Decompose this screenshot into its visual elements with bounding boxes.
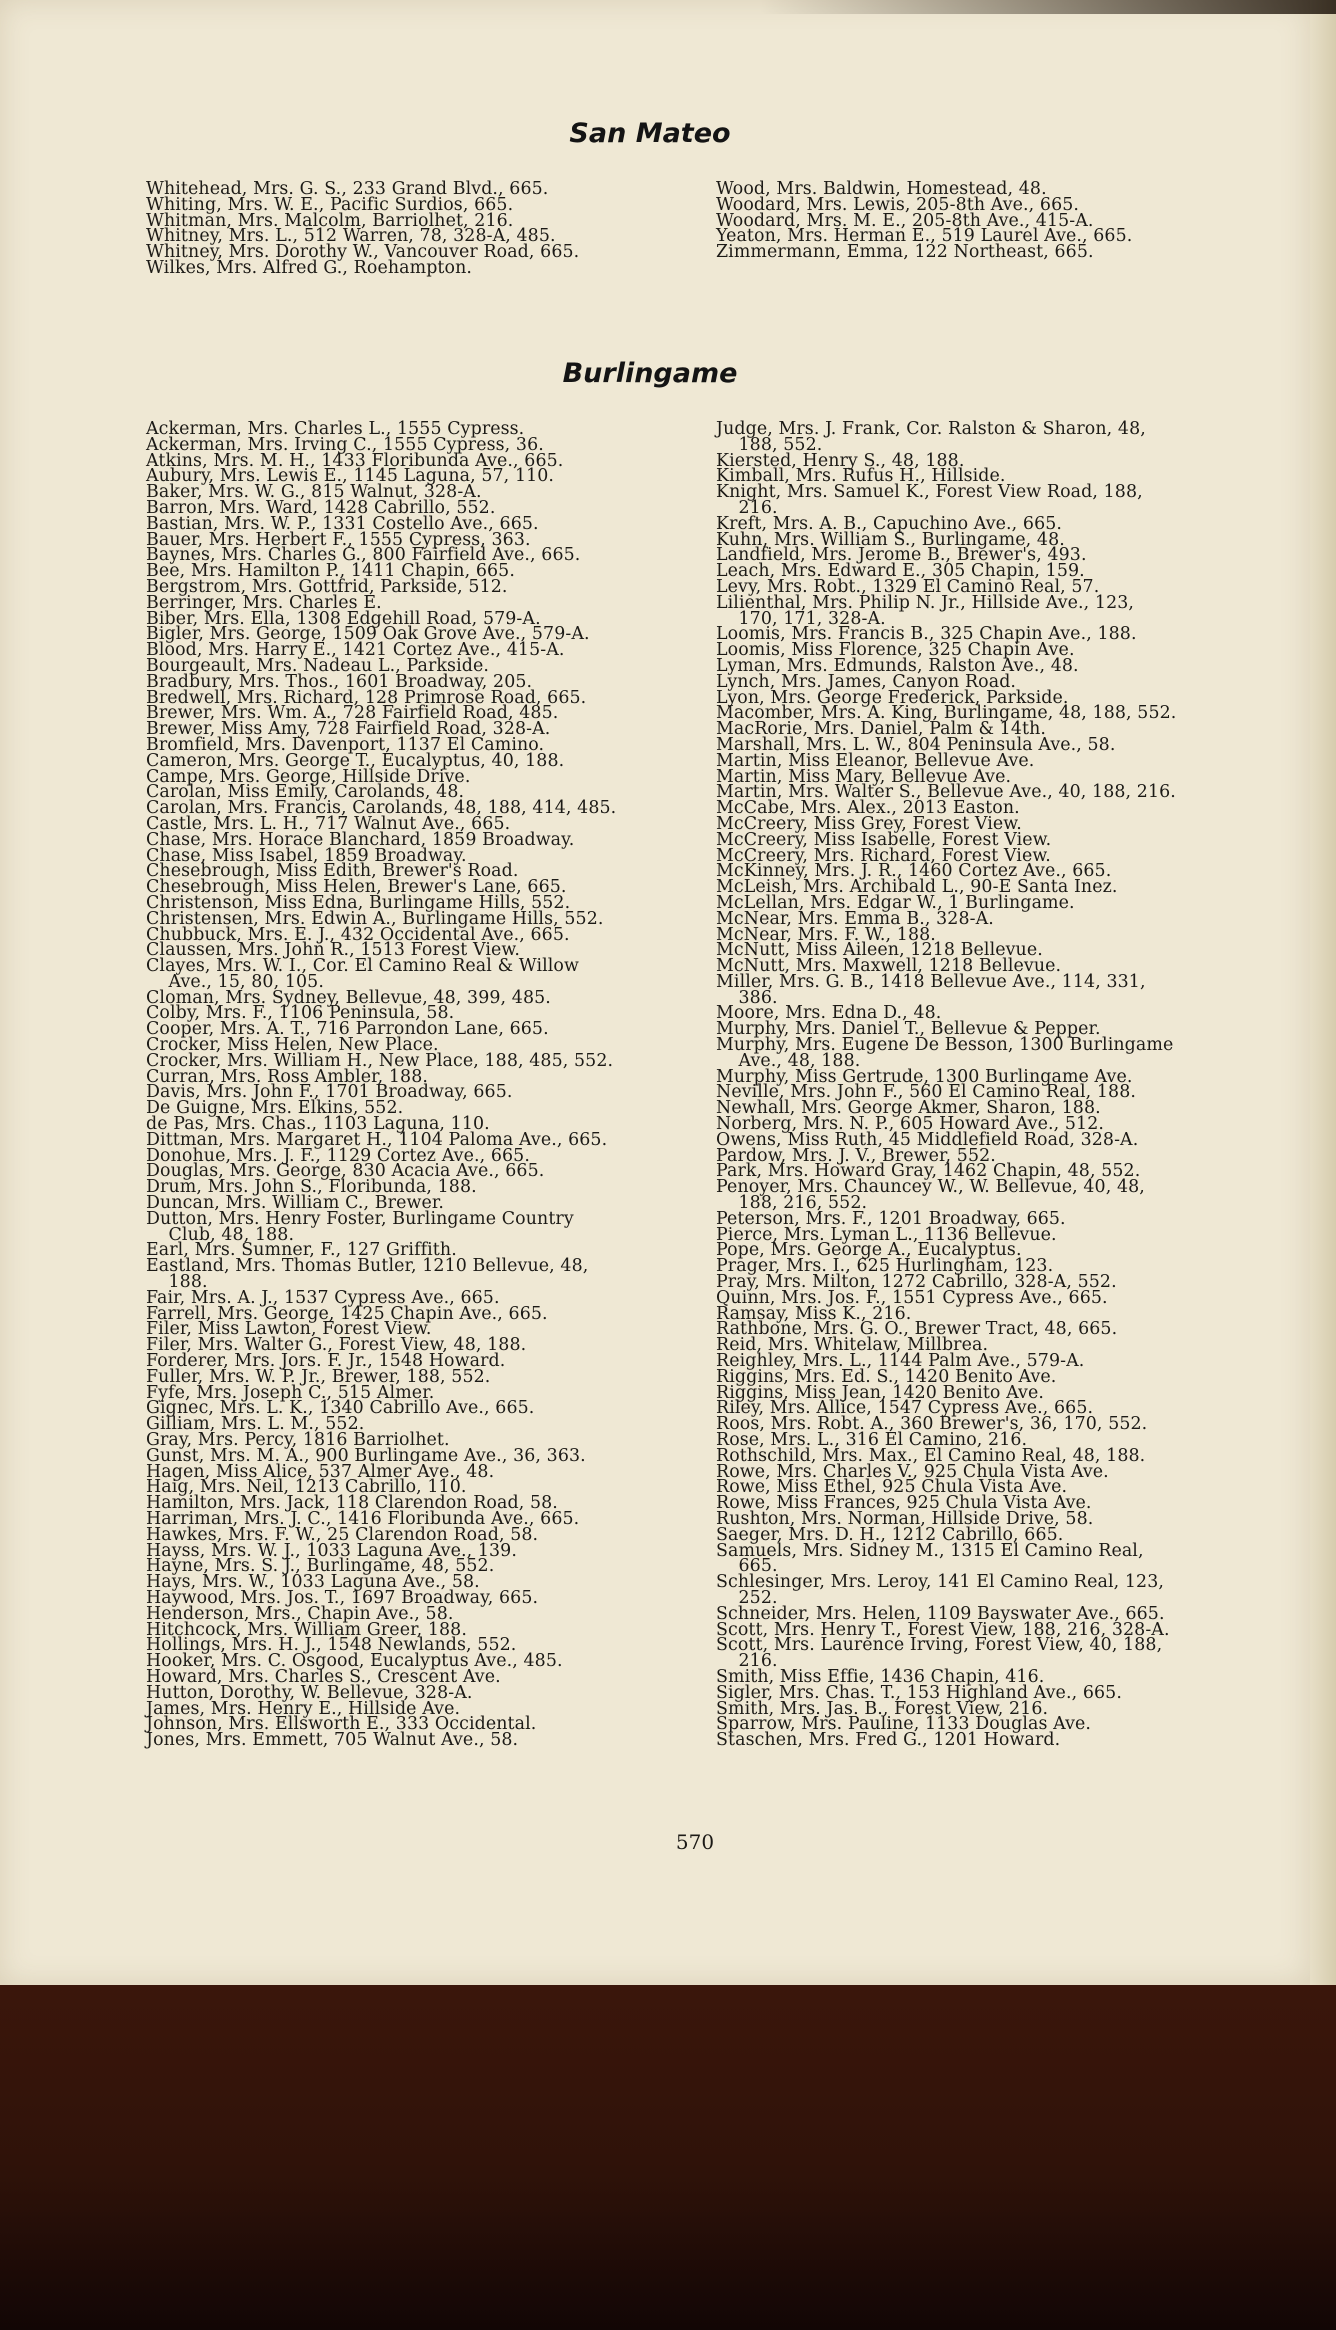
directory-entry: Rowe, Miss Frances, 925 Chula Vista Ave. xyxy=(716,1493,1092,1514)
directory-entry: Bourgeault, Mrs. Nadeau L., Parkside. xyxy=(146,655,489,676)
directory-entry: Christenson, Miss Edna, Burlingame Hills, 552. xyxy=(146,892,571,913)
directory-entry: Gunst, Mrs. M. A., 900 Burlingame Ave., 36, 363. xyxy=(146,1445,586,1466)
burlingame-right-column xyxy=(716,419,1177,1751)
directory-entry: Bradbury, Mrs. Thos., 1601 Broadway, 205. xyxy=(146,671,533,692)
directory-entry: 188, 216, 552. xyxy=(716,1193,868,1214)
directory-entry: Park, Mrs. Howard Gray, 1462 Chapin, 48, 552. xyxy=(716,1161,1141,1182)
directory-entry: Kuhn, Mrs. William S., Burlingame, 48. xyxy=(716,529,1065,550)
directory-entry: Leach, Mrs. Edward E., 305 Chapin, 159. xyxy=(716,561,1085,582)
directory-entry: Chesebrough, Miss Edith, Brewer's Road. xyxy=(146,861,519,882)
directory-entry: Quinn, Mrs. Jos. F., 1551 Cypress Ave., 665. xyxy=(716,1287,1108,1308)
directory-entry: Whitman, Mrs. Malcolm, Barriolhet, 216. xyxy=(146,210,514,231)
directory-entry: Saeger, Mrs. D. H., 1212 Cabrillo, 665. xyxy=(716,1524,1064,1545)
directory-entry: Ave., 15, 80, 105. xyxy=(146,971,324,992)
directory-entry: Ramsay, Miss K., 216. xyxy=(716,1303,912,1324)
page-number: 570 xyxy=(675,1830,715,1854)
directory-entry: Bastian, Mrs. W. P., 1331 Costello Ave., 665. xyxy=(146,513,539,534)
directory-entry: Ave., 48, 188. xyxy=(716,1050,861,1071)
directory-entry: Hitchcock, Mrs. William Greer, 188. xyxy=(146,1619,467,1640)
directory-entry: Henderson, Mrs., Chapin Ave., 58. xyxy=(146,1603,454,1624)
directory-entry: Owens, Miss Ruth, 45 Middlefield Road, 328-A. xyxy=(716,1129,1139,1150)
directory-entry: McCreery, Miss Isabelle, Forest View. xyxy=(716,829,1052,850)
directory-entry: Whitehead, Mrs. G. S., 233 Grand Blvd., 665. xyxy=(146,179,549,199)
directory-entry: Prager, Mrs. I., 625 Hurlingham, 123. xyxy=(716,1256,1054,1277)
directory-entry: McLellan, Mrs. Edgar W., 1 Burlingame. xyxy=(716,892,1075,913)
directory-entry: Hays, Mrs. W., 1033 Laguna Ave., 58. xyxy=(146,1572,480,1593)
directory-entry: De Guigne, Mrs. Elkins, 552. xyxy=(146,1098,404,1119)
directory-entry: Peterson, Mrs. F., 1201 Broadway, 665. xyxy=(716,1208,1066,1229)
directory-entry: McLeish, Mrs. Archibald L., 90-E Santa Inez. xyxy=(716,877,1118,898)
directory-entry: McCreery, Miss Grey, Forest View. xyxy=(716,813,1022,834)
directory-entry: Blood, Mrs. Harry E., 1421 Cortez Ave., 415-A. xyxy=(146,640,565,661)
directory-entry: Scott, Mrs. Henry T., Forest View, 188, 216, 328-A. xyxy=(716,1619,1170,1640)
directory-entry: Filer, Mrs. Walter G., Forest View, 48, 188. xyxy=(146,1335,527,1356)
directory-entry: Penoyer, Mrs. Chauncey W., W. Bellevue, 40, 48, xyxy=(716,1177,1145,1198)
directory-entry: Hagen, Miss Alice, 537 Almer Ave., 48. xyxy=(146,1461,495,1482)
directory-entry: Judge, Mrs. J. Frank, Cor. Ralston & Sharon, 48, xyxy=(716,419,1146,439)
directory-entry: Loomis, Miss Florence, 325 Chapin Ave. xyxy=(716,640,1075,661)
directory-entry: Scott, Mrs. Laurence Irving, Forest View, 40, 188, xyxy=(716,1635,1163,1656)
directory-entry: Lyman, Mrs. Edmunds, Ralston Ave., 48. xyxy=(716,655,1079,676)
directory-entry: Staschen, Mrs. Fred G., 1201 Howard. xyxy=(716,1730,1061,1751)
directory-entry: 216. xyxy=(716,1651,778,1672)
directory-entry: Haig, Mrs. Neil, 1213 Cabrillo, 110. xyxy=(146,1477,467,1498)
directory-entry: Bromfield, Mrs. Davenport, 1137 El Camino. xyxy=(146,734,545,755)
directory-entry: Crocker, Mrs. William H., New Place, 188, 485, 552. xyxy=(146,1050,614,1071)
directory-entry: Kiersted, Henry S., 48, 188. xyxy=(716,450,965,471)
directory-entry: Sigler, Mrs. Chas. T., 153 Highland Ave., 665. xyxy=(716,1682,1122,1703)
directory-entry: Johnson, Mrs. Ellsworth E., 333 Occidental. xyxy=(146,1714,537,1735)
directory-entry: Macomber, Mrs. A. King, Burlingame, 48, 188, 552. xyxy=(716,703,1177,724)
directory-entry: Hutton, Dorothy, W. Bellevue, 328-A. xyxy=(146,1682,473,1703)
directory-entry: Fair, Mrs. A. J., 1537 Cypress Ave., 665. xyxy=(146,1287,500,1308)
directory-entry: Ackerman, Mrs. Charles L., 1555 Cypress. xyxy=(146,419,525,439)
directory-entry: Claussen, Mrs. John R., 1513 Forest View. xyxy=(146,940,520,961)
directory-entry: Chesebrough, Miss Helen, Brewer's Lane, 665. xyxy=(146,877,567,898)
directory-entry: Barron, Mrs. Ward, 1428 Cabrillo, 552. xyxy=(146,497,496,518)
directory-entry: Carolan, Mrs. Francis, Carolands, 48, 188, 414, 485. xyxy=(146,798,617,819)
directory-entry: Brewer, Miss Amy, 728 Fairfield Road, 328-A. xyxy=(146,719,551,740)
directory-entry: Castle, Mrs. L. H., 717 Walnut Ave., 665. xyxy=(146,813,511,834)
directory-entry: Fuller, Mrs. W. P. Jr., Brewer, 188, 552. xyxy=(146,1366,491,1387)
directory-entry: Riley, Mrs. Allice, 1547 Cypress Ave., 665. xyxy=(716,1398,1094,1419)
directory-entry: Woodard, Mrs. Lewis, 205-8th Ave., 665. xyxy=(716,194,1080,215)
directory-entry: Moore, Mrs. Edna D., 48. xyxy=(716,1003,942,1024)
directory-entry: Rowe, Miss Ethel, 925 Chula Vista Ave. xyxy=(716,1477,1068,1498)
directory-entry: Hayne, Mrs. S. J., Burlingame, 48, 552. xyxy=(146,1556,495,1577)
directory-entry: Davis, Mrs. John F., 1701 Broadway, 665. xyxy=(146,1082,513,1103)
directory-entry: Riggins, Miss Jean, 1420 Benito Ave. xyxy=(716,1382,1045,1403)
directory-entry: Samuels, Mrs. Sidney M., 1315 El Camino Real, xyxy=(716,1540,1144,1561)
directory-entry: Sparrow, Mrs. Pauline, 1133 Douglas Ave. xyxy=(716,1714,1092,1735)
directory-entry: MacRorie, Mrs. Daniel, Palm & 14th. xyxy=(716,719,1047,740)
directory-entry: Reighley, Mrs. L., 1144 Palm Ave., 579-A. xyxy=(716,1351,1085,1372)
directory-entry: Curran, Mrs. Ross Ambler, 188. xyxy=(146,1066,429,1087)
directory-entry: Zimmermann, Emma, 122 Northeast, 665. xyxy=(716,242,1094,263)
directory-entry: 188. xyxy=(146,1272,208,1293)
directory-entry: Neville, Mrs. John F., 560 El Camino Real, 188. xyxy=(716,1082,1137,1103)
directory-entry: Pope, Mrs. George A., Eucalyptus. xyxy=(716,1240,1022,1261)
directory-entry: Brewer, Mrs. Wm. A., 728 Fairfield Road, 485. xyxy=(146,703,559,724)
directory-entry: Schneider, Mrs. Helen, 1109 Bayswater Ave., 665. xyxy=(716,1603,1165,1624)
directory-entry: Ackerman, Mrs. Irving C., 1555 Cypress, 36. xyxy=(146,434,544,455)
directory-entry: Kreft, Mrs. A. B., Capuchino Ave., 665. xyxy=(716,513,1063,534)
san-mateo-left-column xyxy=(146,179,580,278)
directory-entry: McNear, Mrs. Emma B., 328-A. xyxy=(716,908,994,929)
section-title-san-mateo: San Mateo xyxy=(569,118,731,149)
directory-entry: Aubury, Mrs. Lewis E., 1145 Laguna, 57, 110. xyxy=(146,466,555,487)
section-title-burlingame: Burlingame xyxy=(562,358,738,389)
directory-entry: Cameron, Mrs. George T., Eucalyptus, 40, 188. xyxy=(146,750,565,771)
directory-entry: Hawkes, Mrs. F. W., 25 Clarendon Road, 58. xyxy=(146,1524,539,1545)
directory-entry: Cooper, Mrs. A. T., 716 Parrondon Lane, 665. xyxy=(146,1019,549,1040)
directory-entry: Roos, Mrs. Robt. A., 360 Brewer's, 36, 170, 552. xyxy=(716,1414,1148,1435)
directory-entry: Smith, Miss Effie, 1436 Chapin, 416. xyxy=(716,1666,1045,1687)
directory-entry: Christensen, Mrs. Edwin A., Burlingame Hills, 552. xyxy=(146,908,604,929)
directory-entry: Hooker, Mrs. C. Osgood, Eucalyptus Ave., 485. xyxy=(146,1651,563,1672)
directory-entry: Rothschild, Mrs. Max., El Camino Real, 48, 188. xyxy=(716,1445,1146,1466)
directory-entry: Gray, Mrs. Percy, 1816 Barriolhet. xyxy=(146,1430,450,1450)
directory-entry: Gilliam, Mrs. L. M., 552. xyxy=(146,1414,365,1435)
directory-entry: Kimball, Mrs. Rufus H., Hillside. xyxy=(716,466,1006,487)
burlingame-left-column xyxy=(146,419,617,1751)
directory-entry: Whiting, Mrs. W. E., Pacific Surdios, 665. xyxy=(146,194,514,215)
directory-entry: Levy, Mrs. Robt., 1329 El Camino Real, 57. xyxy=(716,576,1100,597)
san-mateo-right-column xyxy=(716,179,1133,263)
directory-entry: Baker, Mrs. W. G., 815 Walnut, 328-A. xyxy=(146,482,482,503)
directory-entry: Jones, Mrs. Emmett, 705 Walnut Ave., 58. xyxy=(146,1730,519,1751)
directory-entry: Norberg, Mrs. N. P., 605 Howard Ave., 512. xyxy=(716,1114,1105,1135)
directory-entry: Bigler, Mrs. George, 1509 Oak Grove Ave., 579-A. xyxy=(146,624,590,645)
directory-entry: Schlesinger, Mrs. Leroy, 141 El Camino Real, 123, xyxy=(716,1572,1164,1593)
directory-entry: Marshall, Mrs. L. W., 804 Peninsula Ave., 58. xyxy=(716,734,1116,755)
directory-entry: Bredwell, Mrs. Richard, 128 Primrose Road, 665. xyxy=(146,687,587,708)
directory-entry: Crocker, Miss Helen, New Place. xyxy=(146,1035,439,1056)
directory-entry: James, Mrs. Henry E., Hillside Ave. xyxy=(146,1698,461,1719)
directory-entry: Lynch, Mrs. James, Canyon Road. xyxy=(716,671,1017,692)
directory-entry: Drum, Mrs. John S., Floribunda, 188. xyxy=(146,1177,477,1198)
directory-entry: Rathbone, Mrs. G. O., Brewer Tract, 48, 665. xyxy=(716,1319,1118,1340)
directory-entry: Colby, Mrs. F., 1106 Peninsula, 58. xyxy=(146,1003,455,1024)
directory-entry: Rose, Mrs. L., 316 El Camino, 216. xyxy=(716,1430,1028,1450)
directory-entry: 386. xyxy=(716,987,778,1008)
directory-entry: Knight, Mrs. Samuel K., Forest View Road, 188, xyxy=(716,482,1143,503)
directory-entry: Loomis, Mrs. Francis B., 325 Chapin Ave., 188. xyxy=(716,624,1137,645)
directory-entry: Campe, Mrs. George, Hillside Drive. xyxy=(146,766,471,787)
directory-entry: Cloman, Mrs. Sydney, Bellevue, 48, 399, 485. xyxy=(146,987,551,1008)
directory-entry: Donohue, Mrs. J. F., 1129 Cortez Ave., 665. xyxy=(146,1145,530,1166)
directory-entry: Hamilton, Mrs. Jack, 118 Clarendon Road, 58. xyxy=(146,1493,558,1514)
directory-entry: Wilkes, Mrs. Alfred G., Roehampton. xyxy=(146,257,473,278)
directory-entry: Miller, Mrs. G. B., 1418 Bellevue Ave., 114, 331, xyxy=(716,971,1146,992)
directory-entry: Bergstrom, Mrs. Gottfrid, Parkside, 512. xyxy=(146,576,508,597)
top-shadow xyxy=(760,0,1336,14)
directory-entry: Carolan, Miss Emily, Carolands, 48. xyxy=(146,782,465,803)
directory-entry: Murphy, Mrs. Daniel T., Bellevue & Pepper. xyxy=(716,1019,1101,1040)
directory-entry: Chase, Mrs. Horace Blanchard, 1859 Broadway. xyxy=(146,829,575,850)
directory-entry: McKinney, Mrs. J. R., 1460 Cortez Ave., 665. xyxy=(716,861,1112,882)
directory-entry: 252. xyxy=(716,1587,778,1608)
directory-entry: Newhall, Mrs. George Akmer, Sharon, 188. xyxy=(716,1098,1101,1119)
directory-entry: Lyon, Mrs. George Frederick, Parkside. xyxy=(716,687,1069,708)
directory-entry: Atkins, Mrs. M. H., 1433 Floribunda Ave., 665. xyxy=(146,450,564,471)
directory-entry: Bauer, Mrs. Herbert F., 1555 Cypress, 363. xyxy=(146,529,531,550)
directory-entry: 188, 552. xyxy=(716,434,823,455)
directory-entry: de Pas, Mrs. Chas., 1103 Laguna, 110. xyxy=(146,1114,490,1135)
directory-entry: 216. xyxy=(716,497,778,518)
directory-entry: Howard, Mrs. Charles S., Crescent Ave. xyxy=(146,1666,501,1687)
directory-entry: Murphy, Mrs. Eugene De Besson, 1300 Burlingame xyxy=(716,1035,1174,1056)
directory-entry: Dittman, Mrs. Margaret H., 1104 Paloma Ave., 665. xyxy=(146,1129,608,1150)
directory-entry: Reid, Mrs. Whitelaw, Millbrea. xyxy=(716,1335,989,1356)
directory-entry: Berringer, Mrs. Charles E. xyxy=(146,592,382,613)
directory-entry: McCabe, Mrs. Alex., 2013 Easton. xyxy=(716,798,1020,819)
directory-entry: Baynes, Mrs. Charles G., 800 Fairfield Ave., 665. xyxy=(146,545,581,566)
directory-entry: Douglas, Mrs. George, 830 Acacia Ave., 665. xyxy=(146,1161,545,1182)
directory-entry: Pierce, Mrs. Lyman L., 1136 Bellevue. xyxy=(716,1224,1057,1245)
directory-entry: Murphy, Miss Gertrude, 1300 Burlingame Ave. xyxy=(716,1066,1133,1087)
directory-entry: Dutton, Mrs. Henry Foster, Burlingame Country xyxy=(146,1208,574,1229)
directory-entry: Riggins, Mrs. Ed. S., 1420 Benito Ave. xyxy=(716,1366,1057,1387)
directory-entry: Clayes, Mrs. W. I., Cor. El Camino Real & Willow xyxy=(146,956,579,977)
directory-entry: 170, 171, 328-A. xyxy=(716,608,886,629)
book-gutter xyxy=(1310,0,1336,1985)
directory-entry: Filer, Miss Lawton, Forest View. xyxy=(146,1319,432,1340)
directory-entry: Hollings, Mrs. H. J., 1548 Newlands, 552. xyxy=(146,1635,517,1656)
directory-entry: McNear, Mrs. F. W., 188. xyxy=(716,924,936,945)
directory-entry: McNutt, Miss Aileen, 1218 Bellevue. xyxy=(716,940,1043,961)
directory-entry: Rushton, Mrs. Norman, Hillside Drive, 58. xyxy=(716,1508,1094,1529)
directory-entry: Smith, Mrs. Jas. B., Forest View, 216. xyxy=(716,1698,1049,1719)
directory-entry: Chubbuck, Mrs. E. J., 432 Occidental Ave., 665. xyxy=(146,924,570,945)
directory-entry: Yeaton, Mrs. Herman E., 519 Laurel Ave., 665. xyxy=(716,226,1133,247)
directory-entry: Martin, Miss Mary, Bellevue Ave. xyxy=(716,766,1012,787)
directory-entry: Gignec, Mrs. L. K., 1340 Cabrillo Ave., 665. xyxy=(146,1398,535,1419)
directory-entry: Pray, Mrs. Milton, 1272 Cabrillo, 328-A, 552. xyxy=(716,1272,1117,1293)
directory-entry: Duncan, Mrs. William C., Brewer. xyxy=(146,1193,444,1214)
directory-entry: Hayss, Mrs. W. J., 1033 Laguna Ave., 139. xyxy=(146,1540,517,1561)
directory-entry: Earl, Mrs. Sumner, F., 127 Griffith. xyxy=(146,1240,457,1261)
directory-entry: Harriman, Mrs. J. C., 1416 Floribunda Ave., 665. xyxy=(146,1508,580,1529)
directory-entry: Lilienthal, Mrs. Philip N. Jr., Hillside Ave., 123, xyxy=(716,592,1135,613)
book-cover-edge xyxy=(0,1985,1336,2330)
directory-entry: Woodard, Mrs. M. E., 205-8th Ave., 415-A. xyxy=(716,210,1094,231)
directory-entry: Chase, Miss Isabel, 1859 Broadway. xyxy=(146,845,467,866)
directory-entry: 665. xyxy=(716,1556,778,1577)
directory-entry: Haywood, Mrs. Jos. T., 1697 Broadway, 665. xyxy=(146,1587,539,1608)
directory-entry: Eastland, Mrs. Thomas Butler, 1210 Bellevue, 48, xyxy=(146,1256,589,1277)
directory-entry: Rowe, Mrs. Charles V., 925 Chula Vista Ave. xyxy=(716,1461,1109,1482)
directory-entry: Bee, Mrs. Hamilton P., 1411 Chapin, 665. xyxy=(146,561,515,582)
directory-entry: Landfield, Mrs. Jerome B., Brewer's, 493. xyxy=(716,545,1087,566)
directory-entry: Whitney, Mrs. Dorothy W., Vancouver Road, 665. xyxy=(146,242,580,263)
directory-entry: McCreery, Mrs. Richard, Forest View. xyxy=(716,845,1051,866)
directory-entry: Whitney, Mrs. L., 512 Warren, 78, 328-A, 485. xyxy=(146,226,556,247)
directory-entry: Wood, Mrs. Baldwin, Homestead, 48. xyxy=(716,179,1047,199)
directory-entry: Biber, Mrs. Ella, 1308 Edgehill Road, 579-A. xyxy=(146,608,541,629)
directory-entry: Farrell, Mrs. George, 1425 Chapin Ave., 665. xyxy=(146,1303,548,1324)
directory-entry: Fyfe, Mrs. Joseph C., 515 Almer. xyxy=(146,1382,435,1403)
directory-entry: Pardow, Mrs. J. V., Brewer, 552. xyxy=(716,1145,996,1166)
directory-entry: Martin, Mrs. Walter S., Bellevue Ave., 40, 188, 216. xyxy=(716,782,1176,803)
directory-entry: McNutt, Mrs. Maxwell, 1218 Bellevue. xyxy=(716,956,1062,977)
directory-entry: Martin, Miss Eleanor, Bellevue Ave. xyxy=(716,750,1035,771)
directory-entry: Club, 48, 188. xyxy=(146,1224,295,1245)
directory-entry: Forderer, Mrs. Jors. F. Jr., 1548 Howard. xyxy=(146,1351,506,1372)
